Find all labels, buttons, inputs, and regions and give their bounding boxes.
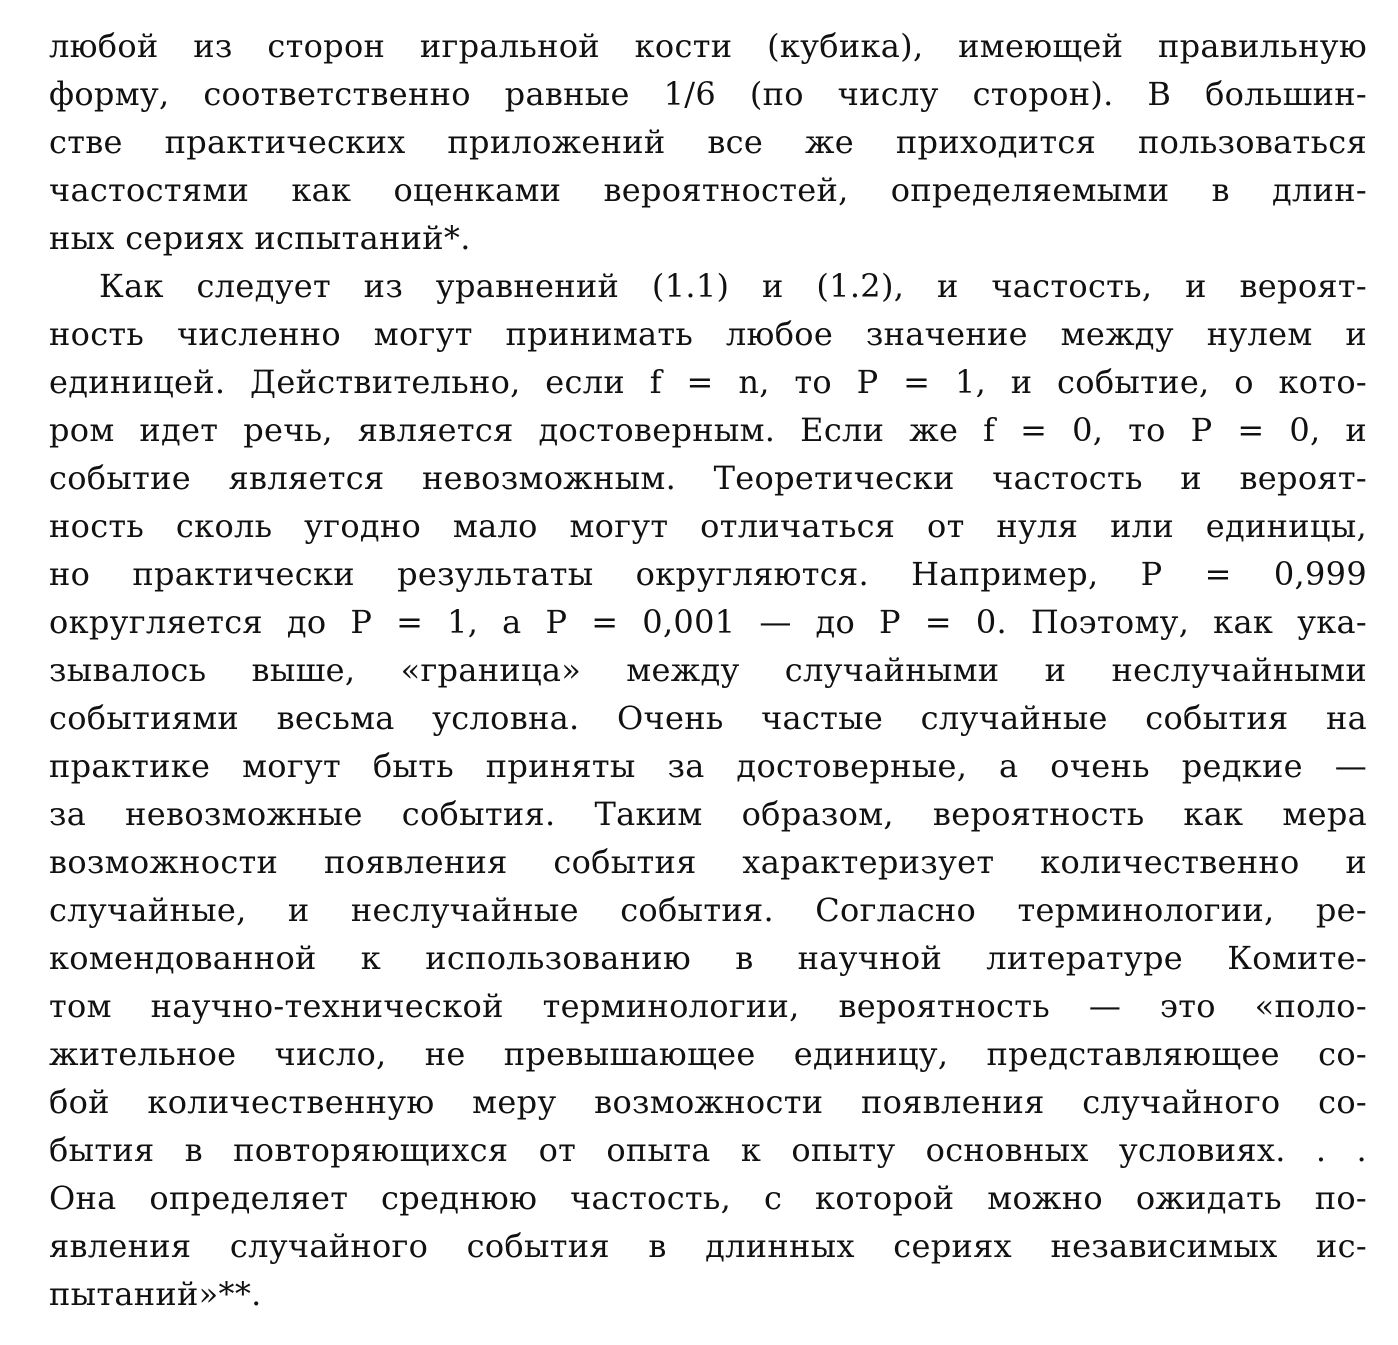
text-line: бытия в повторяющихся от опыта к опыту основных условиях. . . xyxy=(49,1131,1367,1169)
text-line: ность численно могут принимать любое значение между нулем и xyxy=(49,315,1367,353)
text-line: том научно-технической терминологии, вероятность — это «поло- xyxy=(49,987,1367,1025)
paragraph-1 xyxy=(49,22,1367,262)
text-line: Как следует из уравнений (1.1) и (1.2), и частость, и вероят- xyxy=(99,267,1367,305)
text-line: частостями как оценками вероятностей, определяемыми в длин- xyxy=(49,171,1367,209)
text-line: округляется до P = 1, а P = 0,001 — до P = 0. Поэтому, как ука- xyxy=(49,603,1367,641)
text-line: ром идет речь, является достоверным. Если же f = 0, то P = 0, и xyxy=(49,411,1367,449)
text-line: пытаний»**. xyxy=(49,1275,262,1313)
text-line: жительное число, не превышающее единицу, представляющее со- xyxy=(49,1035,1367,1073)
text-line: событие является невозможным. Теоретически частость и вероят- xyxy=(49,459,1367,497)
text-line: Она определяет среднюю частость, с которой можно ожидать по- xyxy=(49,1179,1367,1217)
text-line: событиями весьма условна. Очень частые случайные события на xyxy=(49,699,1367,737)
text-line: любой из сторон игральной кости (кубика), имеющей правильную xyxy=(49,27,1367,65)
text-line: случайные, и неслучайные события. Согласно терминологии, ре- xyxy=(49,891,1367,929)
text-line: ных сериях испытаний*. xyxy=(49,219,471,257)
text-line: зывалось выше, «граница» между случайными и неслучайными xyxy=(49,651,1367,689)
document-page xyxy=(49,22,1367,1318)
paragraph-2 xyxy=(49,262,1367,1318)
text-line: бой количественную меру возможности появления случайного со- xyxy=(49,1083,1367,1121)
text-line: ность сколь угодно мало могут отличаться от нуля или единицы, xyxy=(49,507,1367,545)
text-line: возможности появления события характеризует количественно и xyxy=(49,843,1367,881)
text-line: комендованной к использованию в научной литературе Комите- xyxy=(49,939,1367,977)
text-line: явления случайного события в длинных сериях независимых ис- xyxy=(49,1227,1367,1265)
text-line: единицей. Действительно, если f = n, то P = 1, и событие, о кото- xyxy=(49,363,1367,401)
text-line: форму, соответственно равные 1/6 (по числу сторон). В большин- xyxy=(49,75,1367,113)
text-line: стве практических приложений все же приходится пользоваться xyxy=(49,123,1367,161)
text-line: за невозможные события. Таким образом, вероятность как мера xyxy=(49,795,1367,833)
text-line: но практически результаты округляются. Например, P = 0,999 xyxy=(49,555,1367,593)
text-line: практике могут быть приняты за достоверные, а очень редкие — xyxy=(49,747,1367,785)
